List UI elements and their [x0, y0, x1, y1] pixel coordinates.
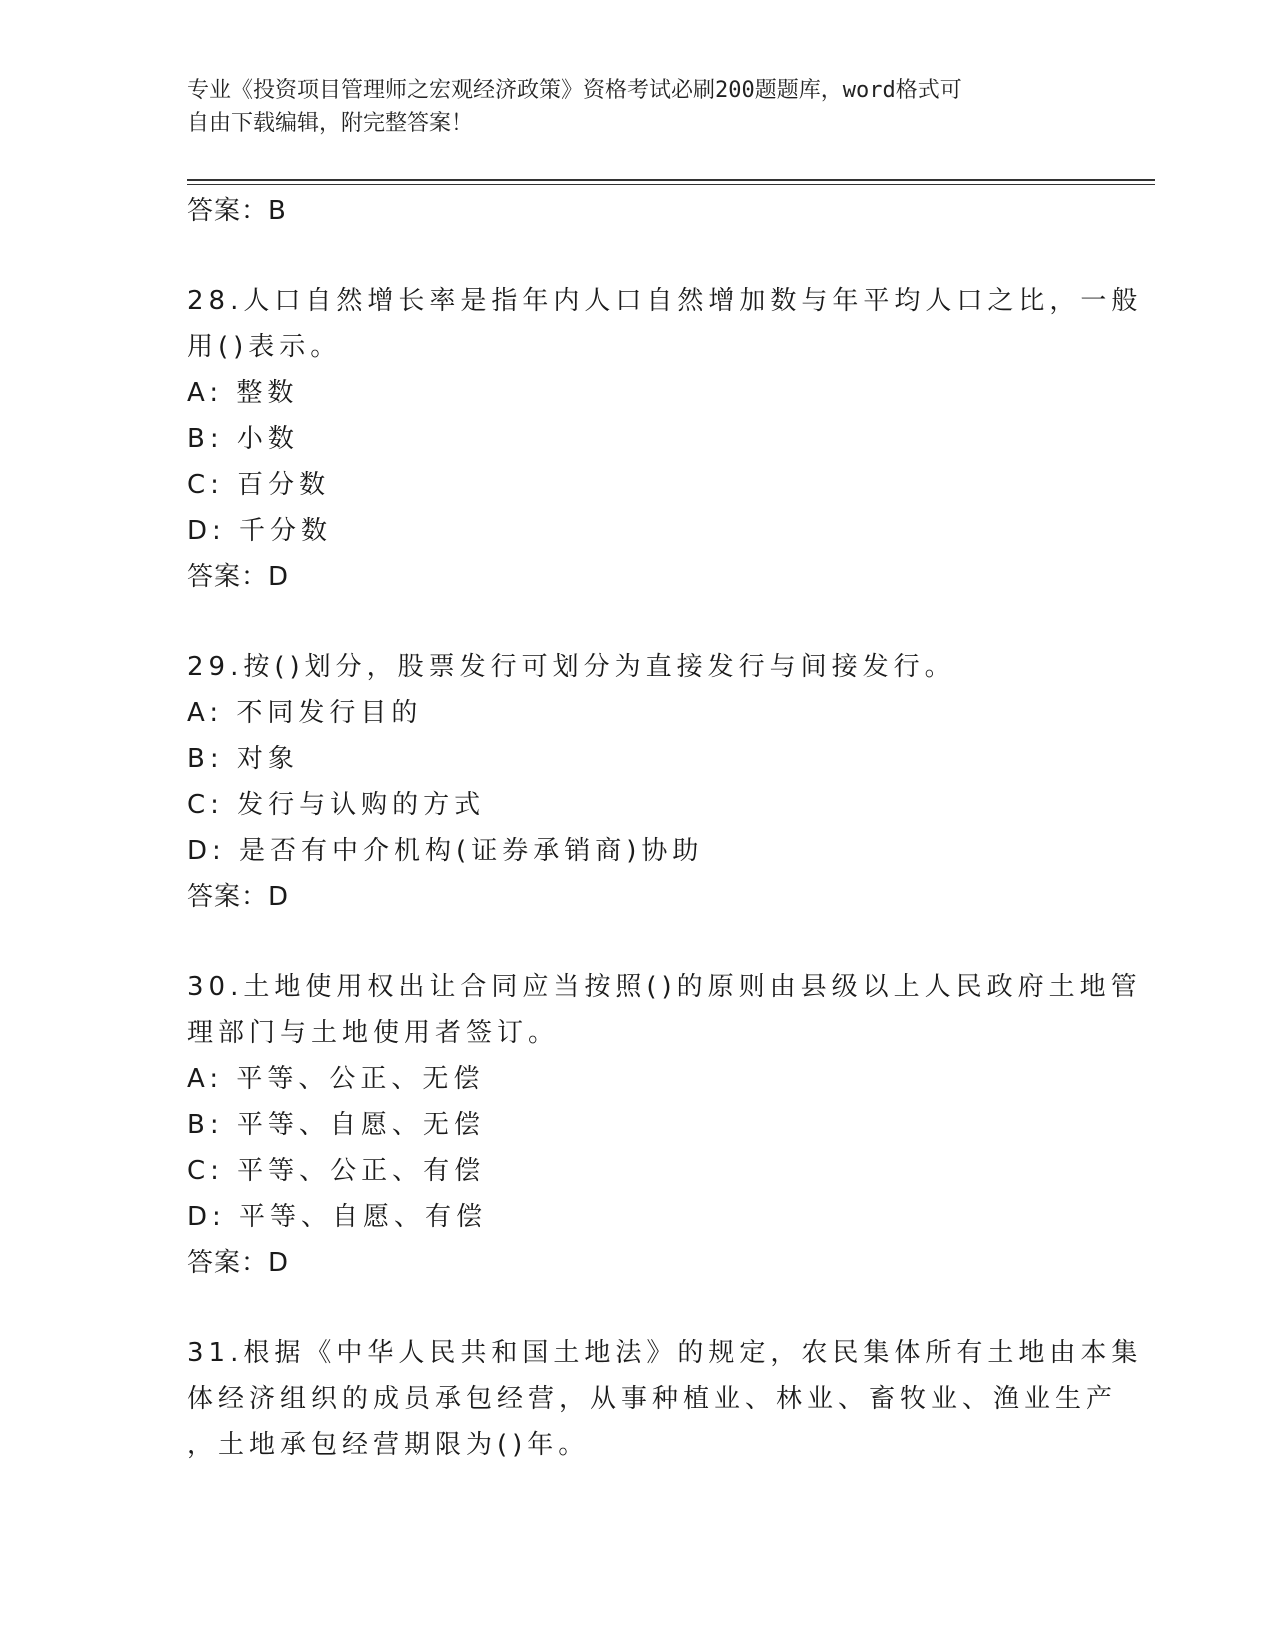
- question-stem-line: 29.按()划分，股票发行可划分为直接发行与间接发行。: [187, 652, 956, 682]
- header-line-1: 专业《投资项目管理师之宏观经济政策》资格考试必刷200题题库，word格式可: [187, 78, 962, 103]
- option-b: B: 对象: [187, 744, 299, 774]
- answer-line: 答案：D: [187, 562, 290, 592]
- option-a: A: 整数: [187, 378, 299, 408]
- question-stem-line: 用()表示。: [187, 332, 342, 362]
- header-line-2: 自由下载编辑，附完整答案！: [187, 111, 474, 136]
- option-c: C: 发行与认购的方式: [187, 790, 486, 820]
- question-stem-line: ，土地承包经营期限为()年。: [187, 1430, 590, 1460]
- question-stem-line: 理部门与土地使用者签订。: [187, 1018, 560, 1048]
- question-28: [187, 278, 1143, 600]
- question-stem-line: 31.根据《中华人民共和国土地法》的规定，农民集体所有土地由本集: [187, 1338, 1143, 1368]
- option-b: B: 平等、自愿、无偿: [187, 1110, 485, 1140]
- header-divider-thick: [187, 179, 1155, 181]
- previous-answer: 答案：B: [187, 196, 287, 226]
- question-31: [187, 1330, 1143, 1468]
- question-stem-line: 体经济组织的成员承包经营，从事种植业、林业、畜牧业、渔业生产: [187, 1384, 1118, 1414]
- option-a: A: 平等、公正、无偿: [187, 1064, 485, 1094]
- document-header: [187, 74, 1087, 140]
- question-content: [187, 188, 1143, 1468]
- option-c: C: 平等、公正、有偿: [187, 1156, 486, 1186]
- option-d: D: 是否有中介机构(证券承销商)协助: [187, 836, 704, 866]
- question-29: [187, 644, 1087, 920]
- option-d: D: 千分数: [187, 516, 333, 546]
- question-stem-line: 28.人口自然增长率是指年内人口自然增加数与年平均人口之比，一般: [187, 286, 1143, 316]
- option-b: B: 小数: [187, 424, 299, 454]
- question-stem-line: 30.土地使用权出让合同应当按照()的原则由县级以上人民政府土地管: [187, 972, 1142, 1002]
- header-divider-thin: [187, 184, 1155, 185]
- question-30: [187, 964, 1142, 1286]
- answer-line: 答案：D: [187, 882, 290, 912]
- answer-line: 答案：D: [187, 1248, 290, 1278]
- option-a: A: 不同发行目的: [187, 698, 423, 728]
- option-d: D: 平等、自愿、有偿: [187, 1202, 488, 1232]
- option-c: C: 百分数: [187, 470, 331, 500]
